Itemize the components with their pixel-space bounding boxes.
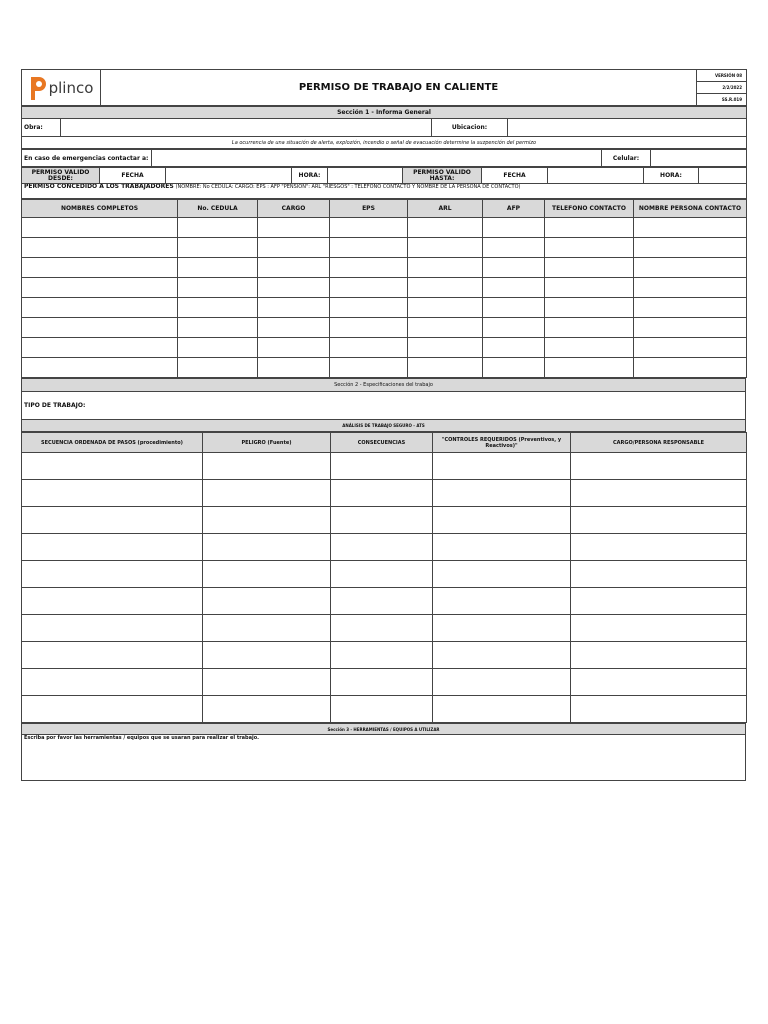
cell[interactable]	[203, 453, 331, 480]
col-secuencia: SECUENCIA ORDENADA DE PASOS (procedimiento)	[22, 433, 203, 453]
logo-mark-icon	[29, 75, 47, 101]
cell[interactable]	[203, 534, 331, 561]
cell[interactable]	[545, 318, 634, 338]
emergency-row	[21, 149, 747, 167]
cell[interactable]	[258, 278, 330, 298]
cell[interactable]	[483, 238, 545, 258]
cell[interactable]	[330, 338, 408, 358]
cell[interactable]	[408, 238, 483, 258]
table-row	[22, 338, 747, 358]
table-row	[22, 358, 747, 378]
cell[interactable]	[571, 507, 747, 534]
fecha-desde-label: FECHA	[100, 168, 166, 184]
obra-label: Obra:	[22, 119, 61, 137]
fecha-hasta-field[interactable]	[548, 168, 644, 184]
hora-desde-field[interactable]	[328, 168, 403, 184]
cell[interactable]	[571, 669, 747, 696]
cell[interactable]	[331, 696, 433, 723]
cell[interactable]	[571, 480, 747, 507]
cell[interactable]	[634, 338, 747, 358]
ats-header-row	[22, 433, 747, 453]
cell[interactable]	[203, 507, 331, 534]
cell[interactable]	[258, 238, 330, 258]
cell[interactable]	[545, 298, 634, 318]
cell[interactable]	[330, 278, 408, 298]
cell[interactable]	[330, 298, 408, 318]
cell[interactable]	[433, 453, 571, 480]
version-date: 2/2/2022	[697, 82, 747, 94]
fecha-hasta-label: FECHA	[482, 168, 548, 184]
col-nombres: NOMBRES COMPLETOS	[22, 200, 178, 218]
cell[interactable]	[483, 278, 545, 298]
cell[interactable]	[331, 507, 433, 534]
cell[interactable]	[634, 258, 747, 278]
section-2	[21, 378, 746, 432]
logo-text: plinco	[48, 78, 94, 97]
cell[interactable]	[203, 669, 331, 696]
cell[interactable]	[483, 338, 545, 358]
cell[interactable]	[331, 561, 433, 588]
table-row	[22, 258, 747, 278]
version-label: VERSIÓN 08	[697, 70, 747, 82]
cell[interactable]	[178, 318, 258, 338]
table-row	[22, 669, 747, 696]
col-afp: AFP	[483, 200, 545, 218]
cell[interactable]	[408, 358, 483, 378]
table-row	[22, 561, 747, 588]
table-row	[22, 218, 747, 238]
cell[interactable]	[433, 480, 571, 507]
tools-field[interactable]	[22, 735, 746, 781]
cell[interactable]	[330, 218, 408, 238]
cell[interactable]	[330, 358, 408, 378]
celular-label: Celular:	[602, 150, 651, 167]
company-logo	[22, 70, 101, 106]
table-row	[22, 642, 747, 669]
cell[interactable]	[22, 507, 203, 534]
cell[interactable]	[483, 358, 545, 378]
cell[interactable]	[22, 696, 203, 723]
cell[interactable]	[331, 588, 433, 615]
cell[interactable]	[22, 561, 203, 588]
table-row	[22, 615, 747, 642]
table-row	[22, 318, 747, 338]
ats-title: ANÁLISIS DE TRABAJO SEGURO - ATS	[22, 420, 746, 432]
col-eps: EPS	[330, 200, 408, 218]
concedido-detail: (NOMBRE: No CEDULA: CARGO: EPS : AFP "PENSION": ARL "RIESGOS" : TELEFONO CONTACTO Y NOMBRE DE LA PERSONA DE CONTACTO)	[175, 184, 521, 190]
cell[interactable]	[545, 278, 634, 298]
cell[interactable]	[634, 218, 747, 238]
cell[interactable]	[331, 642, 433, 669]
cell[interactable]	[178, 278, 258, 298]
obra-field[interactable]	[61, 119, 432, 137]
cell[interactable]	[433, 696, 571, 723]
cell[interactable]	[433, 615, 571, 642]
cell[interactable]	[178, 358, 258, 378]
ats-table	[21, 432, 747, 723]
cell[interactable]	[331, 453, 433, 480]
concedido-row	[22, 184, 747, 199]
permit-form	[21, 69, 746, 781]
cell[interactable]	[178, 298, 258, 318]
cell[interactable]	[483, 218, 545, 238]
cell[interactable]	[178, 338, 258, 358]
cell[interactable]	[258, 358, 330, 378]
section-2-title: Sección 2 - Especificaciones del trabajo	[22, 379, 746, 392]
cell[interactable]	[331, 480, 433, 507]
cell[interactable]	[571, 696, 747, 723]
cell[interactable]	[545, 218, 634, 238]
celular-field[interactable]	[651, 150, 747, 167]
validity-row	[21, 167, 747, 199]
valido-desde-label: PERMISO VALIDO DESDE:	[22, 168, 100, 184]
cell[interactable]	[433, 669, 571, 696]
table-row	[22, 278, 747, 298]
cell[interactable]	[22, 338, 178, 358]
section-1-title: Sección 1 - Informa General	[22, 107, 747, 119]
cell[interactable]	[22, 642, 203, 669]
cell[interactable]	[433, 561, 571, 588]
table-row	[22, 480, 747, 507]
tipo-trabajo-row[interactable]	[22, 392, 746, 420]
cell[interactable]	[408, 338, 483, 358]
cell[interactable]	[258, 298, 330, 318]
cell[interactable]	[408, 258, 483, 278]
emergency-contact-field[interactable]	[152, 150, 602, 167]
cell[interactable]	[545, 338, 634, 358]
cell[interactable]	[330, 258, 408, 278]
ubicacion-label: Ubicacion:	[432, 119, 508, 137]
cell[interactable]	[203, 642, 331, 669]
hora-hasta-label: HORA:	[644, 168, 699, 184]
col-telefono: TELEFONO CONTACTO	[545, 200, 634, 218]
tools-instruction: Escriba por favor las herramientas / equipos que se usaran para realizar el trabajo.	[24, 735, 260, 741]
hora-desde-label: HORA:	[292, 168, 328, 184]
cell[interactable]	[571, 561, 747, 588]
col-arl: ARL	[408, 200, 483, 218]
cell[interactable]	[433, 534, 571, 561]
cell[interactable]	[178, 218, 258, 238]
cell[interactable]	[22, 615, 203, 642]
col-peligro: PELIGRO (Fuente)	[203, 433, 331, 453]
col-consecuencias: CONSECUENCIAS	[331, 433, 433, 453]
workers-header-row	[22, 200, 747, 218]
section-3-title: Sección 3 - HERRAMIENTAS / EQUIPOS A UTILIZAR	[22, 724, 746, 735]
cell[interactable]	[258, 318, 330, 338]
col-controles: "CONTROLES REQUERIDOS (Preventivos, y Reactivos)"	[433, 433, 571, 453]
cell[interactable]	[571, 453, 747, 480]
hora-hasta-field[interactable]	[699, 168, 747, 184]
cell[interactable]	[408, 218, 483, 238]
cell[interactable]	[330, 318, 408, 338]
form-code: SS.R.019	[697, 94, 747, 106]
cell[interactable]	[408, 318, 483, 338]
workers-table	[21, 199, 747, 378]
cell[interactable]	[22, 480, 203, 507]
cell[interactable]	[331, 669, 433, 696]
ubicacion-field[interactable]	[508, 119, 747, 137]
table-row	[22, 534, 747, 561]
section-3	[21, 723, 746, 781]
cell[interactable]	[483, 318, 545, 338]
cell[interactable]	[22, 218, 178, 238]
cell[interactable]	[22, 453, 203, 480]
cell[interactable]	[203, 561, 331, 588]
concedido-label: PERMISO CONCEDIDO A LOS TRABAJADORES	[24, 183, 174, 190]
cell[interactable]	[22, 318, 178, 338]
cell[interactable]	[545, 238, 634, 258]
cell[interactable]	[483, 258, 545, 278]
table-row	[22, 238, 747, 258]
cell[interactable]	[634, 298, 747, 318]
cell[interactable]	[22, 534, 203, 561]
cell[interactable]	[22, 358, 178, 378]
cell[interactable]	[433, 507, 571, 534]
cell[interactable]	[433, 642, 571, 669]
cell[interactable]	[634, 238, 747, 258]
cell[interactable]	[634, 278, 747, 298]
cell[interactable]	[203, 480, 331, 507]
cell[interactable]	[634, 358, 747, 378]
cell[interactable]	[22, 238, 178, 258]
cell[interactable]	[203, 588, 331, 615]
cell[interactable]	[258, 218, 330, 238]
cell[interactable]	[634, 318, 747, 338]
cell[interactable]	[571, 534, 747, 561]
cell[interactable]	[330, 238, 408, 258]
col-cargo: CARGO	[258, 200, 330, 218]
table-row	[22, 507, 747, 534]
cell[interactable]	[178, 258, 258, 278]
cell[interactable]	[258, 338, 330, 358]
cell[interactable]	[22, 298, 178, 318]
col-responsable: CARGO/PERSONA RESPONSABLE	[571, 433, 747, 453]
cell[interactable]	[203, 615, 331, 642]
cell[interactable]	[545, 358, 634, 378]
table-row	[22, 588, 747, 615]
cell[interactable]	[178, 238, 258, 258]
cell[interactable]	[433, 588, 571, 615]
col-contacto: NOMBRE PERSONA CONTACTO	[634, 200, 747, 218]
table-row	[22, 453, 747, 480]
cell[interactable]	[331, 534, 433, 561]
form-header	[21, 69, 747, 106]
cell[interactable]	[22, 669, 203, 696]
fecha-desde-field[interactable]	[166, 168, 292, 184]
emergency-label: En caso de emergencias contactar a:	[22, 150, 152, 167]
cell[interactable]	[22, 278, 178, 298]
cell[interactable]	[571, 615, 747, 642]
cell[interactable]	[571, 642, 747, 669]
cell[interactable]	[22, 258, 178, 278]
table-row	[22, 298, 747, 318]
evacuation-notice: La ocurrencia de una situación de alerta, explozión, incendio o señal de evacuación determine la suzpención del permizo	[22, 137, 747, 149]
cell[interactable]	[545, 258, 634, 278]
cell[interactable]	[483, 298, 545, 318]
table-row	[22, 696, 747, 723]
cell[interactable]	[331, 615, 433, 642]
section-1	[21, 106, 747, 149]
cell[interactable]	[22, 588, 203, 615]
tipo-trabajo-label: TIPO DE TRABAJO:	[24, 402, 86, 409]
cell[interactable]	[408, 278, 483, 298]
form-title: PERMISO DE TRABAJO EN CALIENTE	[101, 70, 697, 106]
cell[interactable]	[203, 696, 331, 723]
valido-hasta-label: PERMISO VALIDO HASTA:	[403, 168, 482, 184]
cell[interactable]	[258, 258, 330, 278]
col-cedula: No. CEDULA	[178, 200, 258, 218]
cell[interactable]	[571, 588, 747, 615]
cell[interactable]	[408, 298, 483, 318]
